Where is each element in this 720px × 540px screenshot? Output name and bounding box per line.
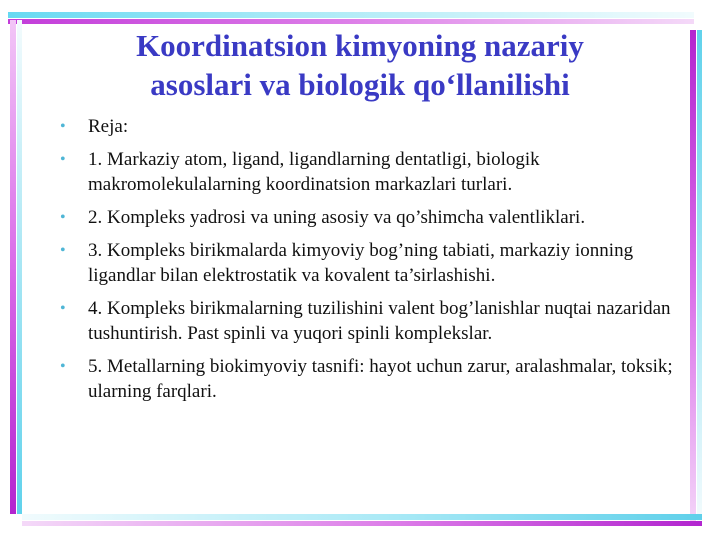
list-item-text: Reja: <box>88 116 129 137</box>
top-magenta-bar <box>8 19 694 24</box>
slide-title <box>40 26 680 104</box>
list-item-text: 5. Metallarning biokimyoviy tasnifi: hayot uchun zarur, aralashmalar, toksik; ularning farqlari. <box>88 356 673 402</box>
list-item-text: 2. Kompleks yadrosi va uning asosiy va qo’shimcha valentliklari. <box>88 207 586 228</box>
slide-title-line-2: asoslari va biologik qo‘llanilishi <box>150 67 570 102</box>
left-magenta-bar <box>10 20 16 514</box>
list-item <box>58 147 678 197</box>
bullet-dot-icon: • <box>60 300 66 317</box>
bullet-dot-icon: • <box>60 118 66 135</box>
list-item <box>58 354 678 404</box>
list-item-text: 4. Kompleks birikmalarning tuzilishini valent bog’lanishlar nuqtai nazaridan tushuntirish. Past spinli va yuqori spinli komplekslar. <box>88 298 671 344</box>
bullet-dot-icon: • <box>60 209 66 226</box>
slide-title-line-1: Koordinatsion kimyoning nazariy <box>136 28 584 63</box>
bottom-magenta-bar <box>22 521 702 526</box>
list-item <box>58 114 678 139</box>
bullet-dot-icon: • <box>60 358 66 375</box>
left-cyan-bar <box>17 20 22 514</box>
right-magenta-bar <box>690 30 696 524</box>
bottom-cyan-bar <box>22 514 702 520</box>
list-item-text: 1. Markaziy atom, ligand, ligandlarning dentatligi, biologik makromolekulalarning koordinatsion markazlari turlari. <box>88 149 540 195</box>
right-cyan-bar <box>697 30 702 524</box>
list-item <box>58 296 678 346</box>
outline-list <box>58 114 678 412</box>
bullet-dot-icon: • <box>60 242 66 259</box>
bullet-dot-icon: • <box>60 151 66 168</box>
list-item-text: 3. Kompleks birikmalarda kimyoviy bog’ning tabiati, markaziy ionning ligandlar bilan elektrostatik va kovalent ta’sirlashishi. <box>88 240 634 286</box>
top-cyan-bar <box>8 12 694 18</box>
list-item <box>58 205 678 230</box>
list-item <box>58 238 678 288</box>
